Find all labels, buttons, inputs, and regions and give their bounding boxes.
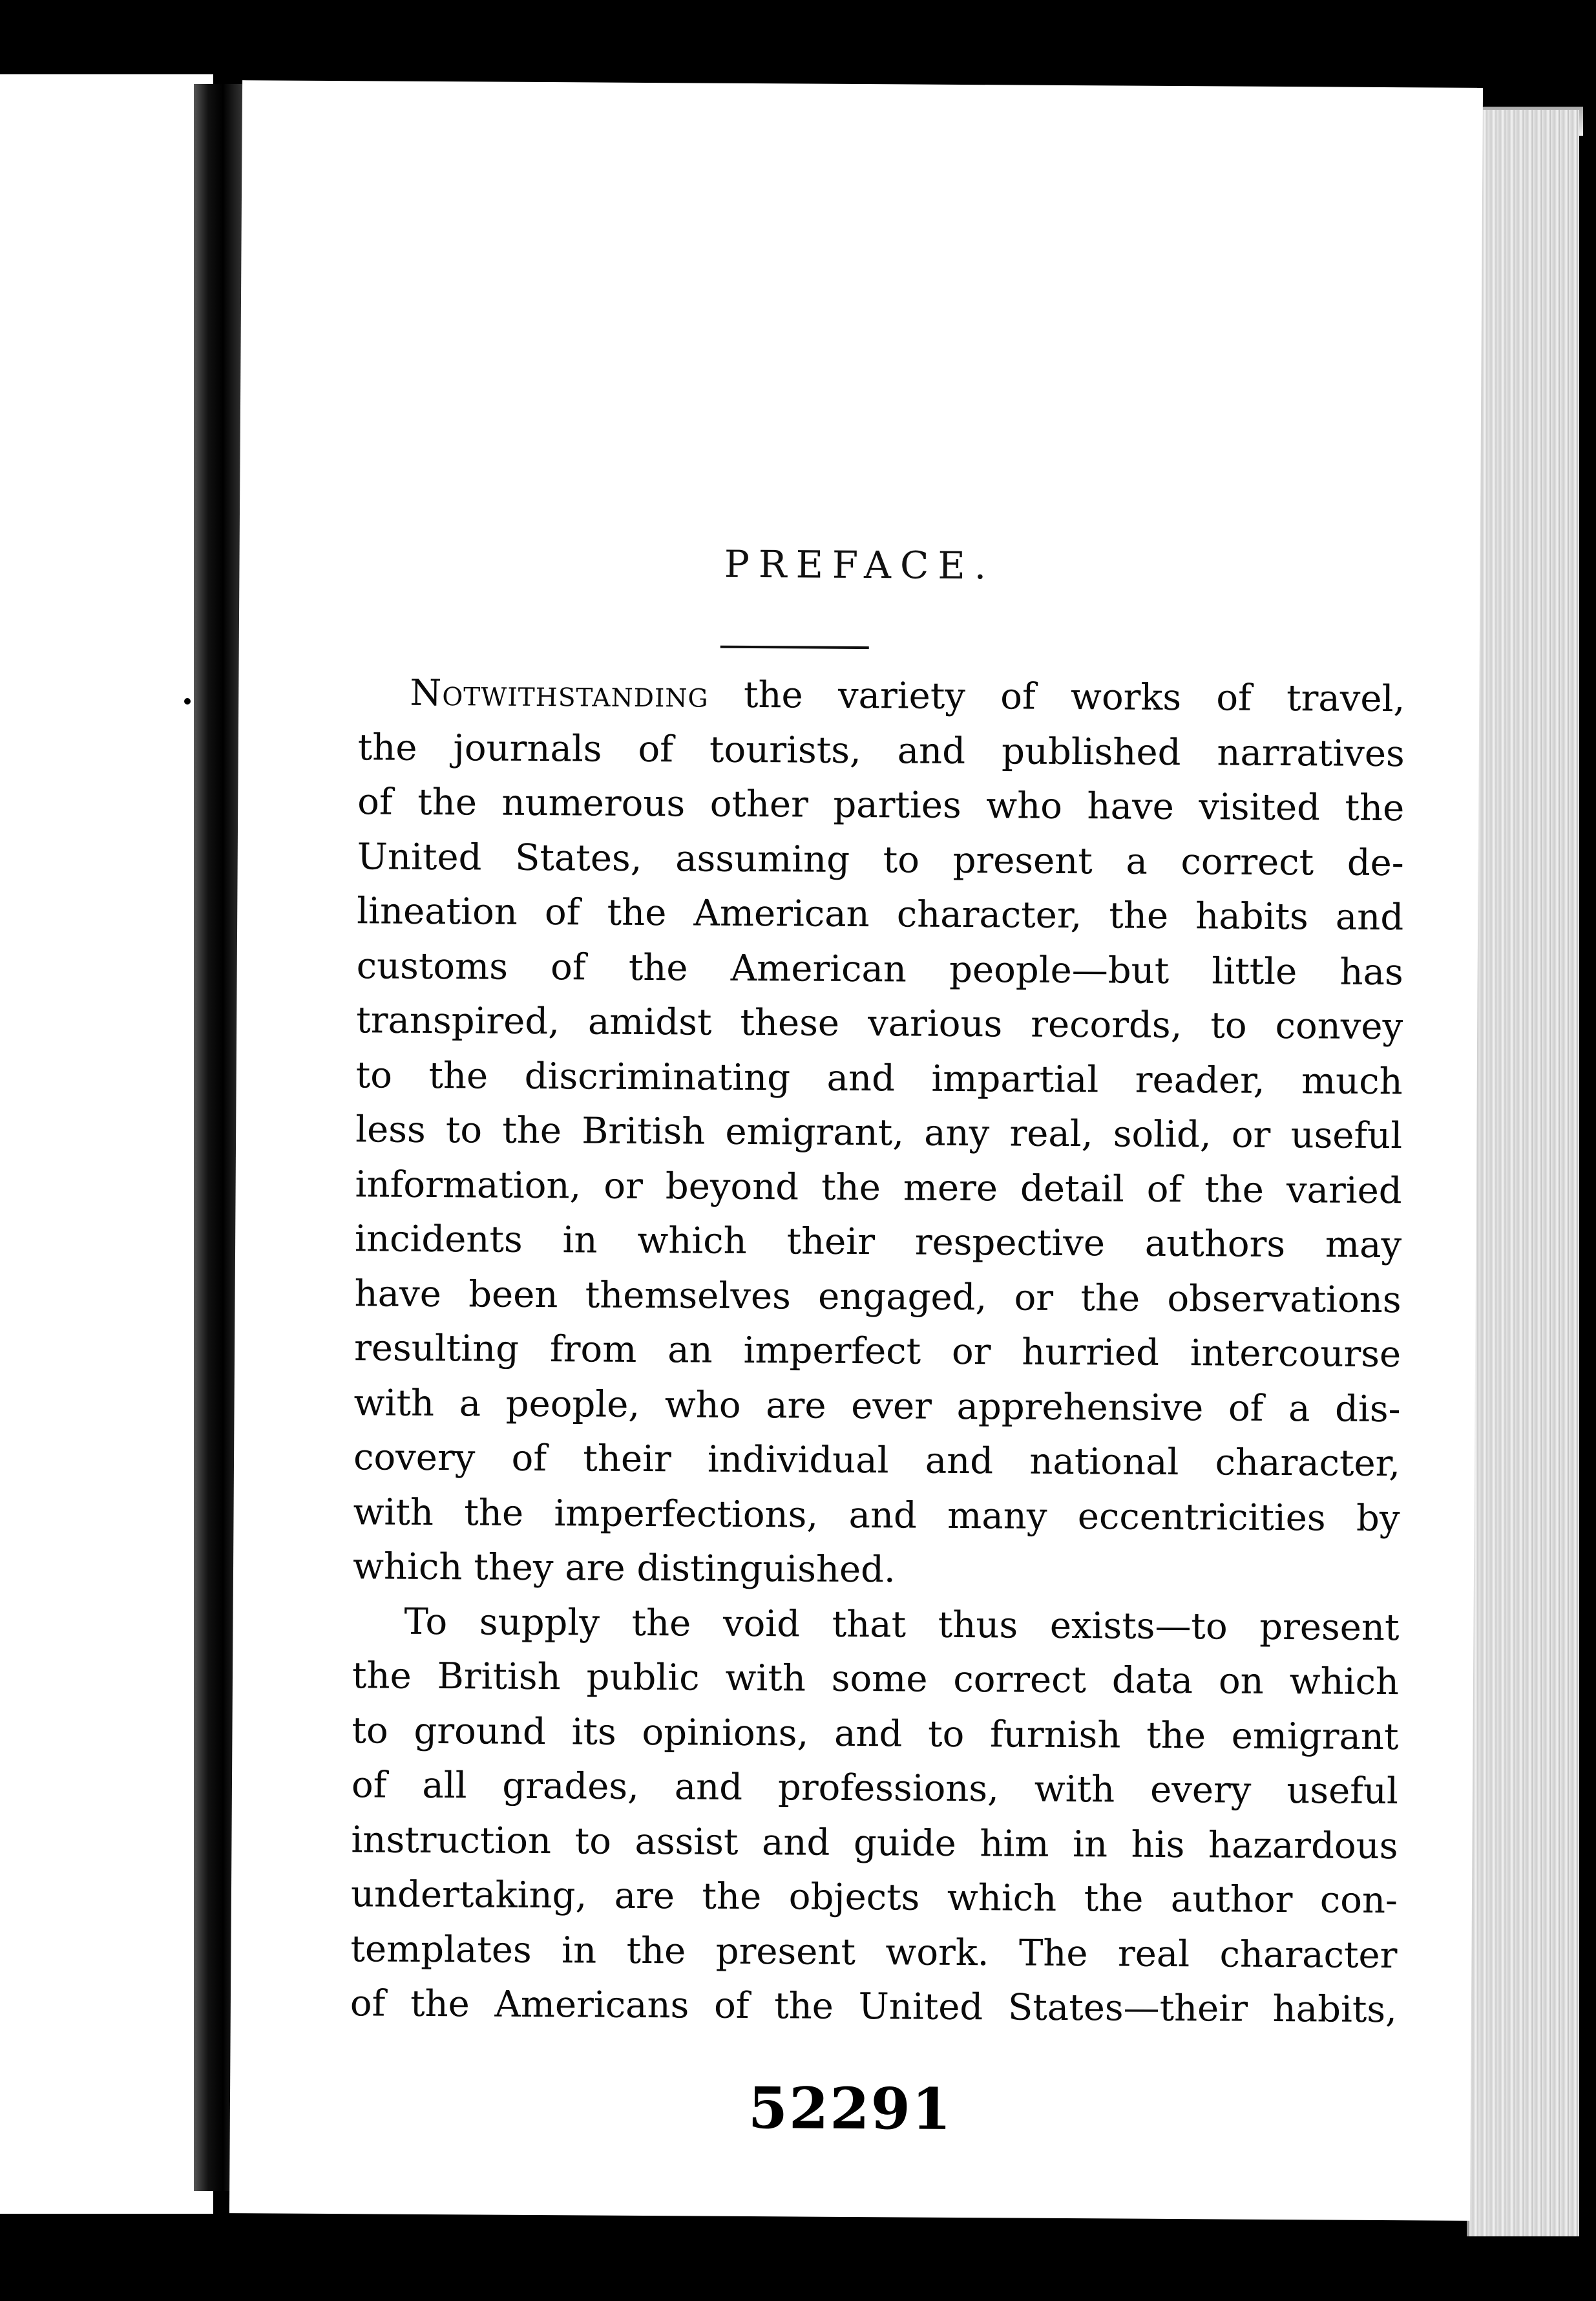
text-line: lineation of the American character, the habits and: [357, 890, 1404, 939]
text-line: of the numerous other parties who have visited the: [357, 781, 1405, 830]
text-line: the British public with some correct data on which: [352, 1655, 1400, 1704]
text-line: incidents in which their respective authors may: [354, 1218, 1402, 1267]
text-line: To supply the void that thus exists—to present: [404, 1600, 1400, 1649]
page-block-edge: [1467, 110, 1579, 2236]
text-line: the variety of works of travel,: [743, 673, 1405, 721]
preface-text: [350, 666, 1405, 2037]
text-line: with the imperfections, and many eccentricities by: [353, 1490, 1400, 1540]
title-rule: [720, 646, 869, 649]
text-line: templates in the present work. The real character: [350, 1927, 1398, 1977]
text-line: have been themselves engaged, or the observations: [354, 1272, 1402, 1321]
book-page: [229, 80, 1483, 2221]
text-line: information, or beyond the mere detail of the varied: [355, 1163, 1402, 1212]
text-line: instruction to assist and guide him in his hazardous: [351, 1818, 1398, 1867]
text-line: less to the British emigrant, any real, solid, or useful: [355, 1108, 1403, 1158]
lead-word: Notwithstanding: [410, 672, 709, 716]
text-line: which they are distinguished.: [352, 1545, 896, 1591]
text-line: resulting from an imperfect or hurried intercourse: [353, 1327, 1402, 1376]
text-line: to ground its opinions, and to furnish the emigrant: [352, 1709, 1399, 1758]
text-line: customs of the American people—but little has: [356, 944, 1403, 993]
text-line: of the Americans of the United States—their habits,: [350, 1982, 1398, 2031]
text-line: of all grades, and professions, with every useful: [351, 1764, 1399, 1813]
text-line: covery of their individual and national character,: [353, 1436, 1401, 1485]
text-line: undertaking, are the objects which the author con-: [350, 1873, 1398, 1922]
text-line: to the discriminating and impartial reader, much: [355, 1054, 1403, 1103]
page-title: PREFACE.: [724, 542, 996, 588]
scan-border-top: [0, 0, 1596, 71]
facing-page-edge: [0, 74, 213, 2214]
paragraph-1-first-line: [358, 666, 1405, 726]
text-line: transpired, amidst these various records, to convey: [356, 999, 1403, 1048]
stamp-number: 52291: [748, 2074, 953, 2143]
ink-speck: [184, 698, 191, 705]
text-line: United States, assuming to present a correct de-: [357, 835, 1404, 884]
text-line: with a people, who are ever apprehensive of a dis-: [353, 1381, 1401, 1430]
text-line: the journals of tourists, and published narratives: [357, 726, 1405, 775]
